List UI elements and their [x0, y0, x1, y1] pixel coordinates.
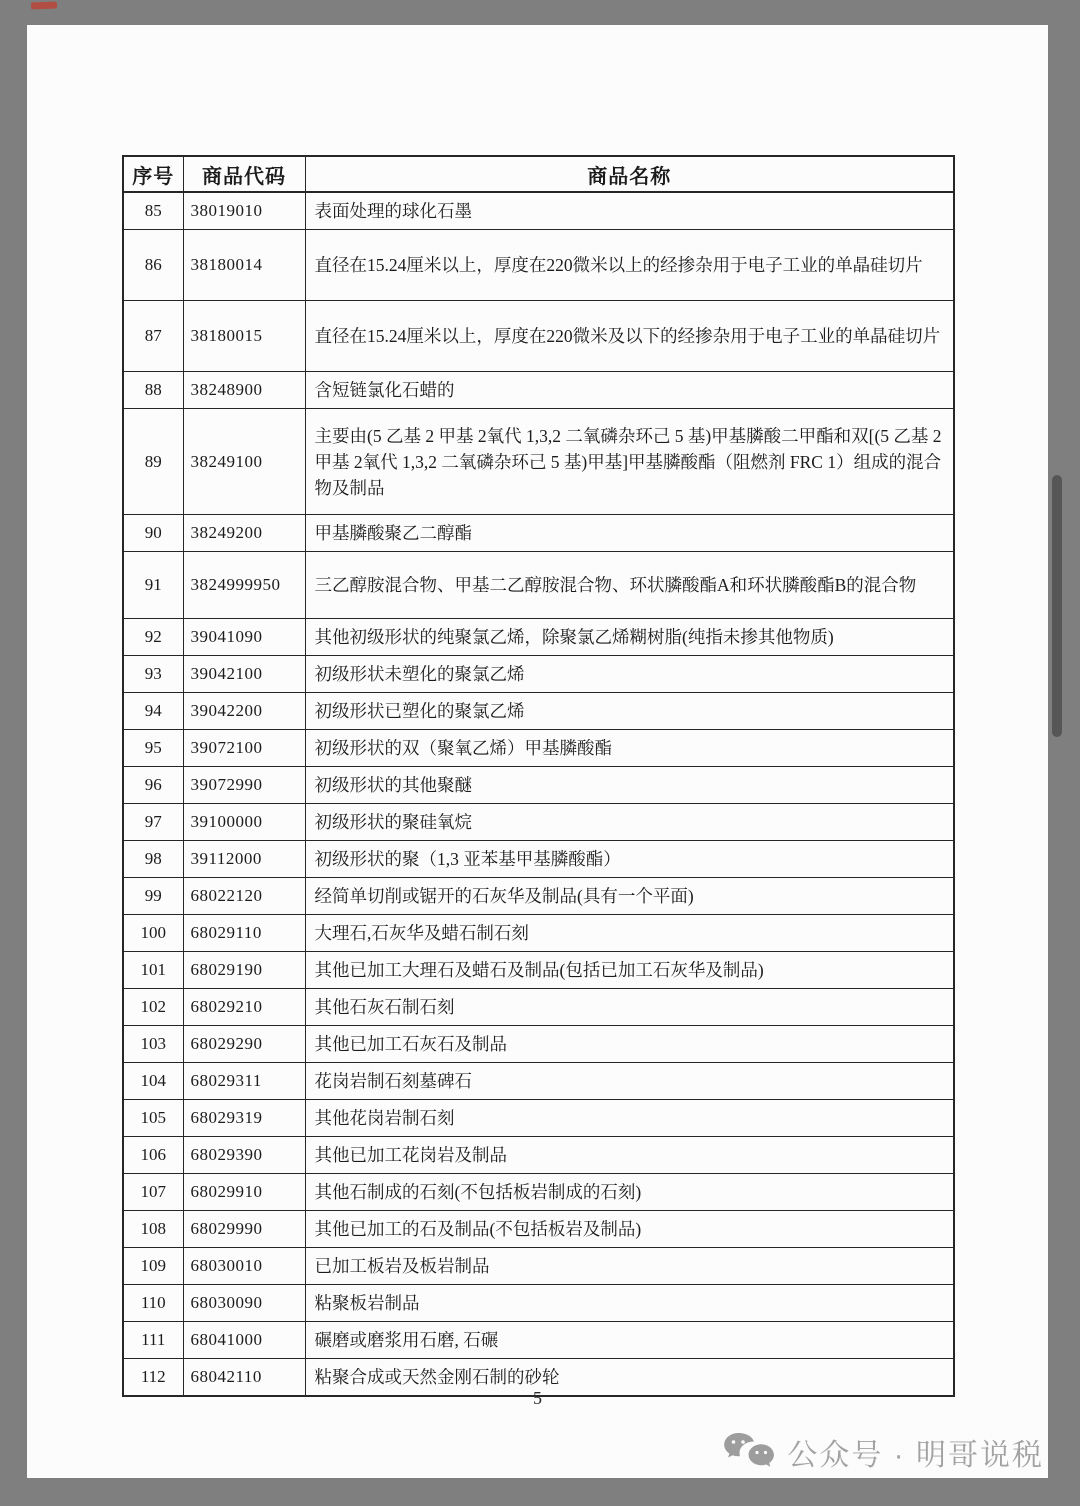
cell-serial-number: 90	[123, 515, 183, 552]
cell-commodity-code: 38180015	[183, 301, 305, 372]
cell-commodity-name: 初级形状的聚硅氧烷	[305, 804, 954, 841]
cell-serial-number: 92	[123, 619, 183, 656]
cell-commodity-code: 39042100	[183, 656, 305, 693]
table-row	[123, 372, 954, 409]
cell-serial-number: 112	[123, 1359, 183, 1397]
cell-commodity-code: 68029210	[183, 989, 305, 1026]
cell-commodity-code: 39041090	[183, 619, 305, 656]
table-row	[123, 552, 954, 619]
cell-commodity-code: 68029910	[183, 1174, 305, 1211]
cell-commodity-code: 39042200	[183, 693, 305, 730]
table-row	[123, 1322, 954, 1359]
table-row	[123, 878, 954, 915]
cell-commodity-name: 初级形状的聚（1,3 亚苯基甲基膦酸酯）	[305, 841, 954, 878]
cell-commodity-code: 68029311	[183, 1063, 305, 1100]
cell-commodity-code: 68029990	[183, 1211, 305, 1248]
cell-commodity-code: 38249200	[183, 515, 305, 552]
cell-serial-number: 100	[123, 915, 183, 952]
cell-commodity-name: 花岗岩制石刻墓碑石	[305, 1063, 954, 1100]
cell-serial-number: 106	[123, 1137, 183, 1174]
cell-commodity-code: 39072100	[183, 730, 305, 767]
table-row	[123, 915, 954, 952]
table-row	[123, 619, 954, 656]
cell-serial-number: 98	[123, 841, 183, 878]
cell-serial-number: 93	[123, 656, 183, 693]
table-row	[123, 952, 954, 989]
cell-commodity-name: 其他石制成的石刻(不包括板岩制成的石刻)	[305, 1174, 954, 1211]
cell-serial-number: 109	[123, 1248, 183, 1285]
cell-commodity-name: 其他已加工大理石及蜡石及制品(包括已加工石灰华及制品)	[305, 952, 954, 989]
cell-serial-number: 87	[123, 301, 183, 372]
table-row	[123, 1100, 954, 1137]
table-row	[123, 1174, 954, 1211]
cell-serial-number: 85	[123, 192, 183, 230]
cell-commodity-code: 68029110	[183, 915, 305, 952]
cell-commodity-name: 三乙醇胺混合物、甲基二乙醇胺混合物、环状膦酸酯A和环状膦酸酯B的混合物	[305, 552, 954, 619]
cell-commodity-code: 68029319	[183, 1100, 305, 1137]
table-row	[123, 192, 954, 230]
cell-serial-number: 105	[123, 1100, 183, 1137]
table-row	[123, 656, 954, 693]
cell-commodity-code: 68029290	[183, 1026, 305, 1063]
cell-commodity-name: 含短链氯化石蜡的	[305, 372, 954, 409]
cell-commodity-code: 68041000	[183, 1322, 305, 1359]
table-row	[123, 730, 954, 767]
cell-commodity-name: 初级形状未塑化的聚氯乙烯	[305, 656, 954, 693]
table-row	[123, 1285, 954, 1322]
cell-serial-number: 103	[123, 1026, 183, 1063]
cell-commodity-name: 其他初级形状的纯聚氯乙烯，除聚氯乙烯糊树脂(纯指未掺其他物质)	[305, 619, 954, 656]
cell-commodity-code: 39072990	[183, 767, 305, 804]
document-page	[27, 25, 1048, 1478]
cell-commodity-name: 粘聚板岩制品	[305, 1285, 954, 1322]
cell-commodity-code: 3824999950	[183, 552, 305, 619]
cell-serial-number: 107	[123, 1174, 183, 1211]
cell-commodity-name: 粘聚合成或天然金刚石制的砂轮	[305, 1359, 954, 1397]
cell-commodity-code: 39112000	[183, 841, 305, 878]
cell-commodity-name: 碾磨或磨浆用石磨, 石碾	[305, 1322, 954, 1359]
table-row	[123, 1248, 954, 1285]
commodity-table	[122, 155, 955, 1397]
cell-commodity-code: 38249100	[183, 409, 305, 515]
cell-commodity-code: 68030010	[183, 1248, 305, 1285]
scrollbar-track[interactable]	[1048, 0, 1080, 1506]
table-row	[123, 1211, 954, 1248]
page-number: 5	[533, 1388, 542, 1408]
cell-commodity-name: 初级形状已塑化的聚氯乙烯	[305, 693, 954, 730]
table-row	[123, 693, 954, 730]
scrollbar-thumb[interactable]	[1052, 475, 1062, 737]
cell-commodity-name: 初级形状的其他聚醚	[305, 767, 954, 804]
cell-serial-number: 101	[123, 952, 183, 989]
cell-serial-number: 94	[123, 693, 183, 730]
table-row	[123, 409, 954, 515]
cell-commodity-name: 主要由(5 乙基 2 甲基 2氧代 1,3,2 二氧磷杂环己 5 基)甲基膦酸二甲酯和双[(5 乙基 2 甲基 2氧代 1,3,2 二氧磷杂环己 5 基)甲基]甲基膦酸酯（阻燃剂 FRC 1）组成的混合物及制品	[305, 409, 954, 515]
cell-commodity-name: 其他已加工花岗岩及制品	[305, 1137, 954, 1174]
cell-serial-number: 88	[123, 372, 183, 409]
cell-serial-number: 97	[123, 804, 183, 841]
cell-commodity-code: 38019010	[183, 192, 305, 230]
table-header-row	[123, 156, 954, 192]
cell-commodity-name: 大理石,石灰华及蜡石制石刻	[305, 915, 954, 952]
cell-commodity-name: 直径在15.24厘米以上，厚度在220微米及以下的经掺杂用于电子工业的单晶硅切片	[305, 301, 954, 372]
cell-commodity-code: 68030090	[183, 1285, 305, 1322]
table-row	[123, 804, 954, 841]
cell-commodity-code: 68029390	[183, 1137, 305, 1174]
table-body	[123, 192, 954, 1396]
cell-commodity-name: 其他已加工的石及制品(不包括板岩及制品)	[305, 1211, 954, 1248]
cell-serial-number: 102	[123, 989, 183, 1026]
watermark	[723, 1430, 1044, 1474]
table-row	[123, 767, 954, 804]
cell-commodity-name: 其他石灰石制石刻	[305, 989, 954, 1026]
watermark-text: 公众号 · 明哥说税	[787, 1439, 1044, 1472]
cell-commodity-code: 39100000	[183, 804, 305, 841]
cell-serial-number: 89	[123, 409, 183, 515]
table-row	[123, 1063, 954, 1100]
cell-commodity-name: 经简单切削或锯开的石灰华及制品(具有一个平面)	[305, 878, 954, 915]
table-row	[123, 841, 954, 878]
cell-serial-number: 91	[123, 552, 183, 619]
table-row	[123, 989, 954, 1026]
cell-commodity-code: 68029190	[183, 952, 305, 989]
cell-commodity-name: 初级形状的双（聚氧乙烯）甲基膦酸酯	[305, 730, 954, 767]
cell-serial-number: 86	[123, 230, 183, 301]
wechat-icon	[723, 1432, 775, 1472]
table-row	[123, 301, 954, 372]
cell-serial-number: 99	[123, 878, 183, 915]
table-row	[123, 1137, 954, 1174]
table-row	[123, 230, 954, 301]
cell-commodity-code: 38180014	[183, 230, 305, 301]
cell-commodity-name: 甲基膦酸聚乙二醇酯	[305, 515, 954, 552]
cell-serial-number: 96	[123, 767, 183, 804]
cell-commodity-name: 其他已加工石灰石及制品	[305, 1026, 954, 1063]
header-commodity-name: 商品名称	[305, 156, 954, 192]
table-row	[123, 1026, 954, 1063]
header-commodity-code: 商品代码	[183, 156, 305, 192]
cell-serial-number: 110	[123, 1285, 183, 1322]
table-row	[123, 515, 954, 552]
cell-commodity-name: 其他花岗岩制石刻	[305, 1100, 954, 1137]
scan-artifact-red-mark	[31, 2, 57, 10]
header-serial-number: 序号	[123, 156, 183, 192]
cell-commodity-code: 68042110	[183, 1359, 305, 1397]
cell-commodity-name: 已加工板岩及板岩制品	[305, 1248, 954, 1285]
cell-commodity-code: 68022120	[183, 878, 305, 915]
cell-serial-number: 108	[123, 1211, 183, 1248]
cell-commodity-code: 38248900	[183, 372, 305, 409]
cell-serial-number: 95	[123, 730, 183, 767]
cell-commodity-name: 表面处理的球化石墨	[305, 192, 954, 230]
cell-serial-number: 111	[123, 1322, 183, 1359]
cell-serial-number: 104	[123, 1063, 183, 1100]
cell-commodity-name: 直径在15.24厘米以上，厚度在220微米以上的经掺杂用于电子工业的单晶硅切片	[305, 230, 954, 301]
